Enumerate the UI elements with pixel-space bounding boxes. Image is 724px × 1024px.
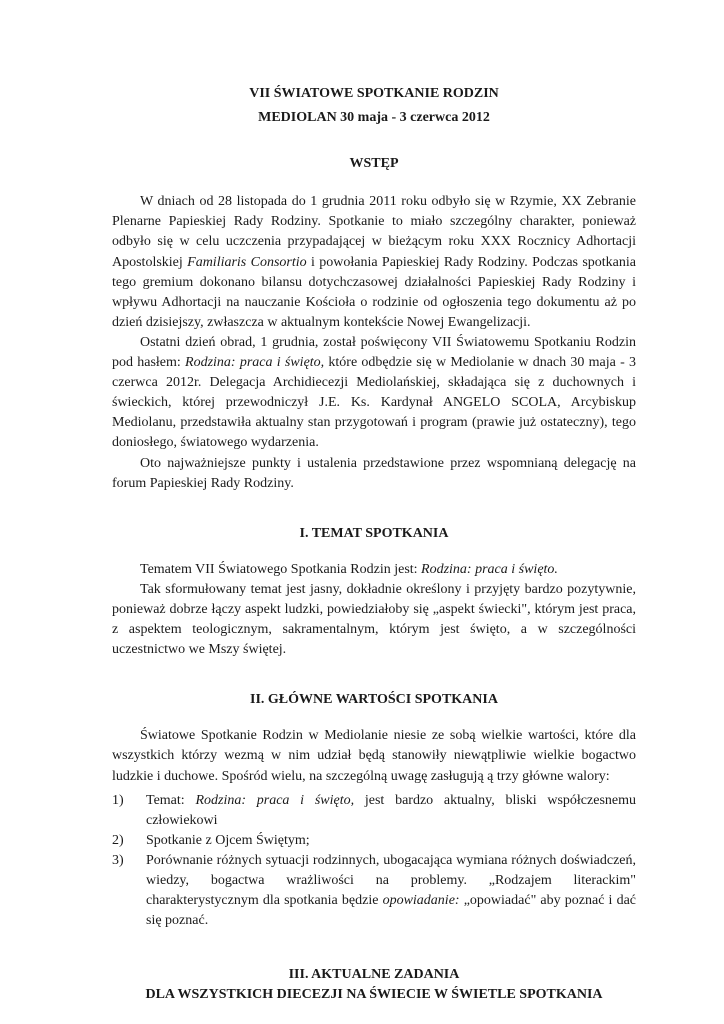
section-2-paragraph-1: Światowe Spotkanie Rodzin w Mediolanie niesie ze sobą wielkie wartości, które dla wszystkich którzy wezmą w nim udział będą stanowiły niewątpliwie wielkie bogactwo ludzkie i duchowe. Spośród wielu, na szczególną uwagę zasługują ą trzy główne walory:: [112, 728, 636, 784]
section-3-heading: [112, 965, 636, 1005]
list-item-text-a: Spotkanie z Ojcem Świętym;: [146, 832, 310, 848]
list-item-number: 1): [112, 792, 124, 808]
list-item-text-a: Temat:: [146, 792, 196, 808]
list-item-text: [146, 831, 636, 851]
list-item-text-b: jest bardzo aktualny, bliski współczesnemu człowiekowi: [146, 792, 636, 828]
intro-paragraph-2: [112, 333, 636, 454]
list-item-text: [146, 791, 636, 831]
intro-p1-text-b: i powołania Papieskiej Rady Rodziny. Podczas spotkania tego gremium dokonano bilansu dotychczasowej działalności Papieskiej Rady Rodziny i wpływu Adhortacji na nauczanie Kościoła o rodzinie od ogłoszenia tego dokumentu aż po dzień dzisiejszy, zwłaszcza w aktualnym kontekście Nowej Ewangelizacji.: [112, 254, 636, 330]
list-item-italic: opowiadanie:: [382, 893, 460, 909]
intro-p1-text-a: W dniach od 28 listopada do 1 grudnia 2011 roku odbyło się w Rzymie, XX Zebranie Plenarne Papieskiej Rady Rodziny. Spotkanie to miało szczególny charakter, ponieważ odbyło się w celu uczczenia przypadającej w bieżącym roku XXX Rocznicy Adhortacji Apostolskiej: [112, 194, 636, 270]
intro-p2-text-a: Ostatni dzień obrad, 1 grudnia, został poświęcony VII Światowemu Spotkaniu Rodzin pod hasłem:: [112, 334, 636, 371]
section-1-paragraph-2: Tak sformułowany temat jest jasny, dokładnie określony i przyjęty bardzo pozytywnie, ponieważ dobrze łączy aspekt ludzki, powiedziałoby się „aspekt świecki", którym jest praca, z aspektem teologicznym, sakramentalnym, którym jest święto, a w szczególności uczestnictwo we Mszy świętej.: [112, 581, 636, 658]
list-item-text-a: Porównanie różnych sytuacji rodzinnych, ubogacająca wymiana różnych doświadczeń, wiedzy, bogactwa wrażliwości na problemy. „Rodzajem literackim" charakterystycznym dla spotkania będzie: [146, 852, 636, 909]
section-3-heading-line-1: III. AKTUALNE ZADANIA: [288, 967, 460, 983]
values-list-item: [112, 791, 636, 831]
intro-p1-italic: Familiaris Consortio: [187, 254, 307, 270]
list-item-text-b: „opowiadać" aby poznać i dać się poznać.: [146, 893, 637, 929]
list-item-italic: Rodzina: praca i święto,: [195, 792, 355, 808]
section-1-p1-text: Tematem VII Światowego Spotkania Rodzin jest:: [140, 561, 422, 577]
intro-paragraph-3: Oto najważniejsze punkty i ustalenia przedstawione przez wspomnianą delegację na forum Papieskiej Rady Rodziny.: [112, 455, 636, 491]
section-2-heading: II. GŁÓWNE WARTOŚCI SPOTKANIA: [250, 692, 498, 708]
values-list-item: [112, 831, 636, 851]
section-1-paragraph-1: [112, 560, 636, 580]
intro-p2-text-c: , Arcybiskup Mediolanu, przedstawiła aktualny stan przygotowań i program (prawie już ostateczny), tego doniosłego, światowego wydarzenia.: [112, 395, 636, 451]
list-item-number: 2): [112, 832, 124, 848]
section-1-heading: I. TEMAT SPOTKANIA: [299, 525, 449, 541]
values-list-item: [112, 851, 636, 931]
intro-p2-italic: Rodzina: praca i święto,: [185, 355, 325, 371]
values-list: [112, 791, 636, 932]
section-3-heading-line-2: DLA WSZYSTKICH DIECEZJI NA ŚWIECIE W ŚWIETLE SPOTKANIA: [145, 987, 603, 1003]
document-title: VII ŚWIATOWE SPOTKANIE RODZIN: [249, 86, 499, 101]
list-item-number: 3): [112, 852, 124, 868]
intro-p2-smallcaps: SCOLA: [511, 395, 558, 411]
intro-p2-text-b: które odbędzie się w Mediolanie w dnach 30 maja - 3 czerwca 2012r. Delegacja Archidiecezji Mediolańskiej, składająca się z duchownych i świeckich, której przewodniczył J.E. Ks. Kardynał ANGELO: [112, 355, 637, 411]
section-1-p1-italic: Rodzina: praca i święto.: [421, 561, 558, 577]
document-subtitle: MEDIOLAN 30 maja - 3 czerwca 2012: [258, 110, 490, 126]
intro-paragraph-1: [112, 192, 636, 333]
intro-heading: WSTĘP: [349, 156, 399, 172]
list-item-text: [146, 851, 636, 931]
